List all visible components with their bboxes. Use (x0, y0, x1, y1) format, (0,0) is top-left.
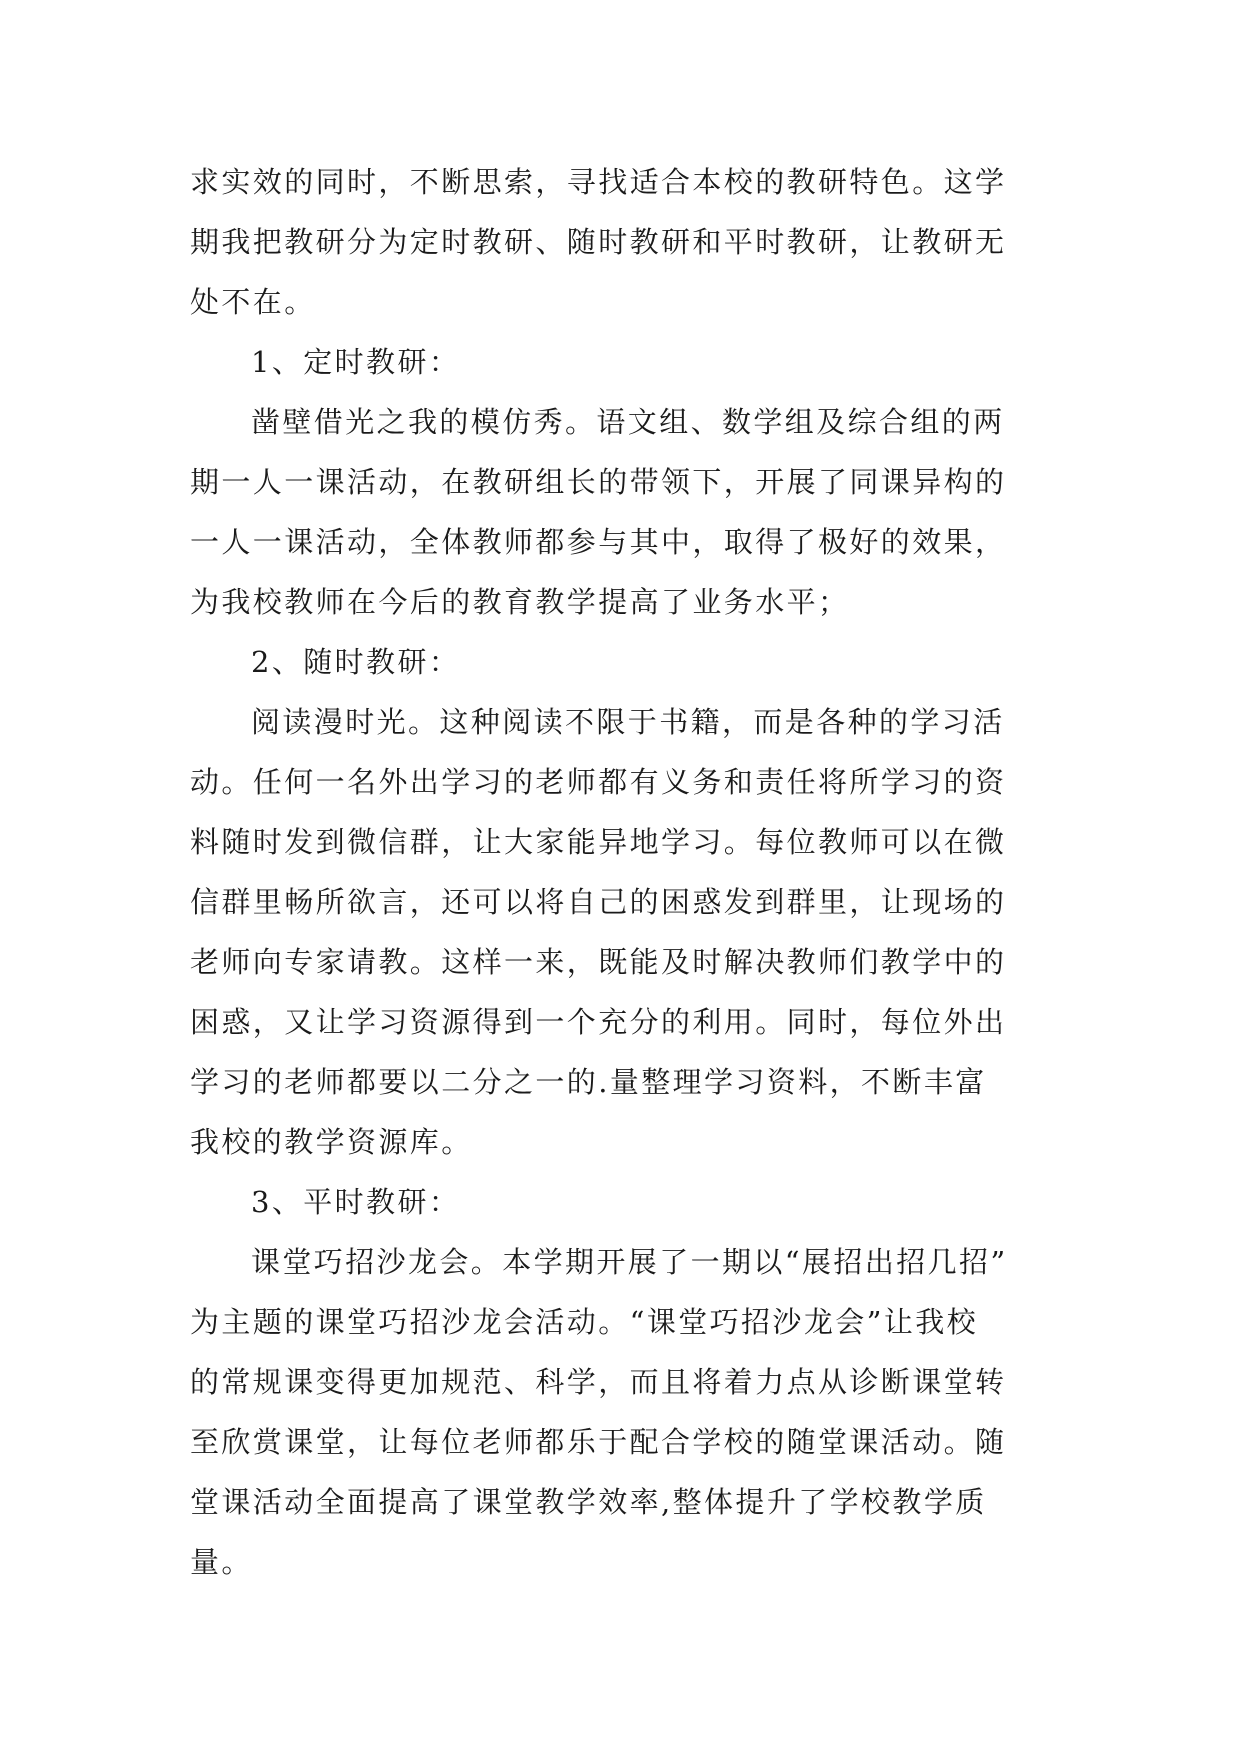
text-line: 学习的老师都要以二分之一的.量整理学习资料，不断丰富 (190, 1065, 987, 1099)
text-line: 动。任何一名外出学习的老师都有义务和责任将所学习的资 (190, 765, 1007, 799)
text-line: 一人一课活动，全体教师都参与其中，取得了极好的效果， (190, 525, 1007, 559)
text-line: 老师向专家请教。这样一来，既能及时解决教师们教学中的 (190, 945, 1007, 979)
text-line: 堂课活动全面提高了课堂教学效率,整体提升了学校教学质 (190, 1485, 987, 1519)
section-heading-3: 3、平时教研： (251, 1185, 461, 1219)
text-line: 为我校教师在今后的教育教学提高了业务水平； (190, 585, 850, 619)
text-line: 凿壁借光之我的模仿秀。语文组、数学组及综合组的两 (251, 405, 1005, 439)
text-line: 困惑，又让学习资源得到一个充分的利用。同时，每位外出 (190, 1005, 1007, 1039)
text-line: 我校的教学资源库。 (190, 1125, 473, 1159)
text-line: 信群里畅所欲言，还可以将自己的困惑发到群里，让现场的 (190, 885, 1007, 919)
text-line: 阅读漫时光。这种阅读不限于书籍，而是各种的学习活 (251, 705, 1005, 739)
section-heading-2: 2、随时教研： (251, 645, 461, 679)
text-line: 期一人一课活动，在教研组长的带领下，开展了同课异构的 (190, 465, 1007, 499)
text-line: 课堂巧招沙龙会。本学期开展了一期以“展招出招几招” (251, 1245, 1008, 1279)
text-line: 至欣赏课堂，让每位老师都乐于配合学校的随堂课活动。随 (190, 1425, 1007, 1459)
text-line: 期我把教研分为定时教研、随时教研和平时教研，让教研无 (190, 225, 1007, 259)
text-line: 量。 (190, 1545, 253, 1579)
text-line: 求实效的同时，不断思索，寻找适合本校的教研特色。这学 (190, 165, 1007, 199)
text-line: 料随时发到微信群，让大家能异地学习。每位教师可以在微 (190, 825, 1007, 859)
text-line: 处不在。 (190, 285, 316, 319)
text-line: 为主题的课堂巧招沙龙会活动。“课堂巧招沙龙会”让我校 (190, 1305, 979, 1339)
document-body (190, 152, 1050, 1592)
text-line: 的常规课变得更加规范、科学，而且将着力点从诊断课堂转 (190, 1365, 1007, 1399)
section-heading-1: 1、定时教研： (251, 345, 461, 379)
